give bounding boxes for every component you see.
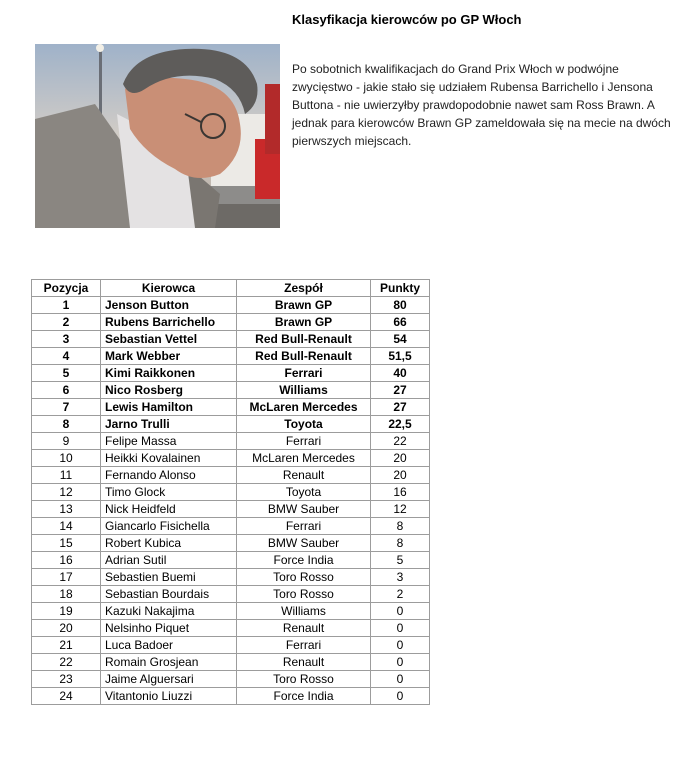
- table-row: [32, 467, 430, 484]
- driver-cell: Nico Rosberg: [101, 382, 237, 399]
- team-cell: Force India: [237, 552, 371, 569]
- points-cell: 2: [371, 586, 430, 603]
- team-cell: Ferrari: [237, 637, 371, 654]
- team-cell: Renault: [237, 654, 371, 671]
- points-cell: 0: [371, 603, 430, 620]
- team-cell: Brawn GP: [237, 314, 371, 331]
- position-cell: 11: [32, 467, 101, 484]
- header-driver: Kierowca: [101, 280, 237, 297]
- points-cell: 22,5: [371, 416, 430, 433]
- position-cell: 13: [32, 501, 101, 518]
- table-row: [32, 382, 430, 399]
- points-cell: 20: [371, 450, 430, 467]
- position-cell: 3: [32, 331, 101, 348]
- driver-cell: Heikki Kovalainen: [101, 450, 237, 467]
- driver-cell: Kazuki Nakajima: [101, 603, 237, 620]
- position-cell: 19: [32, 603, 101, 620]
- points-cell: 27: [371, 399, 430, 416]
- table-row: [32, 671, 430, 688]
- driver-cell: Lewis Hamilton: [101, 399, 237, 416]
- points-cell: 20: [371, 467, 430, 484]
- table-row: [32, 535, 430, 552]
- position-cell: 12: [32, 484, 101, 501]
- driver-cell: Sebastian Bourdais: [101, 586, 237, 603]
- position-cell: 8: [32, 416, 101, 433]
- driver-cell: Jenson Button: [101, 297, 237, 314]
- position-cell: 16: [32, 552, 101, 569]
- table-header-row: [32, 280, 430, 297]
- driver-standings-table: [31, 279, 430, 705]
- header-team: Zespół: [237, 280, 371, 297]
- position-cell: 18: [32, 586, 101, 603]
- table-row: [32, 297, 430, 314]
- driver-cell: Romain Grosjean: [101, 654, 237, 671]
- team-cell: Toro Rosso: [237, 586, 371, 603]
- driver-cell: Nelsinho Piquet: [101, 620, 237, 637]
- driver-cell: Adrian Sutil: [101, 552, 237, 569]
- points-cell: 40: [371, 365, 430, 382]
- table-row: [32, 484, 430, 501]
- position-cell: 1: [32, 297, 101, 314]
- points-cell: 0: [371, 654, 430, 671]
- points-cell: 0: [371, 688, 430, 705]
- table-row: [32, 501, 430, 518]
- position-cell: 2: [32, 314, 101, 331]
- position-cell: 7: [32, 399, 101, 416]
- position-cell: 24: [32, 688, 101, 705]
- team-cell: Toyota: [237, 484, 371, 501]
- driver-cell: Luca Badoer: [101, 637, 237, 654]
- table-row: [32, 654, 430, 671]
- points-cell: 51,5: [371, 348, 430, 365]
- position-cell: 6: [32, 382, 101, 399]
- points-cell: 0: [371, 637, 430, 654]
- table-row: [32, 620, 430, 637]
- points-cell: 8: [371, 535, 430, 552]
- driver-cell: Vitantonio Liuzzi: [101, 688, 237, 705]
- team-cell: Toro Rosso: [237, 569, 371, 586]
- points-cell: 3: [371, 569, 430, 586]
- position-cell: 20: [32, 620, 101, 637]
- table-row: [32, 416, 430, 433]
- team-cell: Toro Rosso: [237, 671, 371, 688]
- team-cell: Williams: [237, 382, 371, 399]
- driver-cell: Kimi Raikkonen: [101, 365, 237, 382]
- driver-cell: Mark Webber: [101, 348, 237, 365]
- team-cell: Renault: [237, 467, 371, 484]
- table-row: [32, 348, 430, 365]
- points-cell: 5: [371, 552, 430, 569]
- team-cell: Ferrari: [237, 433, 371, 450]
- team-cell: Ferrari: [237, 365, 371, 382]
- points-cell: 0: [371, 671, 430, 688]
- team-cell: Renault: [237, 620, 371, 637]
- table-row: [32, 365, 430, 382]
- table-row: [32, 399, 430, 416]
- table-row: [32, 637, 430, 654]
- position-cell: 10: [32, 450, 101, 467]
- position-cell: 15: [32, 535, 101, 552]
- driver-cell: Felipe Massa: [101, 433, 237, 450]
- team-cell: Toyota: [237, 416, 371, 433]
- table-row: [32, 552, 430, 569]
- position-cell: 23: [32, 671, 101, 688]
- article-title: Klasyfikacja kierowców po GP Włoch: [292, 12, 522, 27]
- position-cell: 17: [32, 569, 101, 586]
- table-row: [32, 586, 430, 603]
- header-points: Punkty: [371, 280, 430, 297]
- points-cell: 22: [371, 433, 430, 450]
- driver-cell: Rubens Barrichello: [101, 314, 237, 331]
- points-cell: 16: [371, 484, 430, 501]
- points-cell: 27: [371, 382, 430, 399]
- table-row: [32, 688, 430, 705]
- team-cell: Red Bull-Renault: [237, 348, 371, 365]
- position-cell: 5: [32, 365, 101, 382]
- driver-cell: Giancarlo Fisichella: [101, 518, 237, 535]
- points-cell: 80: [371, 297, 430, 314]
- team-cell: BMW Sauber: [237, 535, 371, 552]
- points-cell: 8: [371, 518, 430, 535]
- driver-cell: Jarno Trulli: [101, 416, 237, 433]
- driver-cell: Robert Kubica: [101, 535, 237, 552]
- team-cell: Williams: [237, 603, 371, 620]
- position-cell: 22: [32, 654, 101, 671]
- points-cell: 12: [371, 501, 430, 518]
- position-cell: 4: [32, 348, 101, 365]
- article-intro: Po sobotnich kwalifikacjach do Grand Prix Włoch w podwójne zwycięstwo - jakie stało się udziałem Rubensa Barrichello i Jensona Buttona - nie uwierzyłby prawdopodobnie nawet sam Ross Brawn. A jednak para kierowców Brawn GP zameldowała się na mecie na dwóch pierwszych miejscach.: [292, 62, 671, 148]
- points-cell: 54: [371, 331, 430, 348]
- team-cell: Red Bull-Renault: [237, 331, 371, 348]
- driver-cell: Jaime Alguersari: [101, 671, 237, 688]
- table-row: [32, 603, 430, 620]
- position-cell: 21: [32, 637, 101, 654]
- driver-cell: Sebastien Buemi: [101, 569, 237, 586]
- driver-cell: Fernando Alonso: [101, 467, 237, 484]
- team-cell: Ferrari: [237, 518, 371, 535]
- team-cell: McLaren Mercedes: [237, 399, 371, 416]
- ross-brawn-photo: [35, 44, 280, 228]
- table-row: [32, 433, 430, 450]
- driver-cell: Nick Heidfeld: [101, 501, 237, 518]
- table-row: [32, 569, 430, 586]
- points-cell: 66: [371, 314, 430, 331]
- position-cell: 9: [32, 433, 101, 450]
- team-cell: Force India: [237, 688, 371, 705]
- team-cell: McLaren Mercedes: [237, 450, 371, 467]
- points-cell: 0: [371, 620, 430, 637]
- header-position: Pozycja: [32, 280, 101, 297]
- driver-cell: Timo Glock: [101, 484, 237, 501]
- table-row: [32, 518, 430, 535]
- team-cell: BMW Sauber: [237, 501, 371, 518]
- table-row: [32, 314, 430, 331]
- table-row: [32, 450, 430, 467]
- table-row: [32, 331, 430, 348]
- position-cell: 14: [32, 518, 101, 535]
- team-cell: Brawn GP: [237, 297, 371, 314]
- driver-cell: Sebastian Vettel: [101, 331, 237, 348]
